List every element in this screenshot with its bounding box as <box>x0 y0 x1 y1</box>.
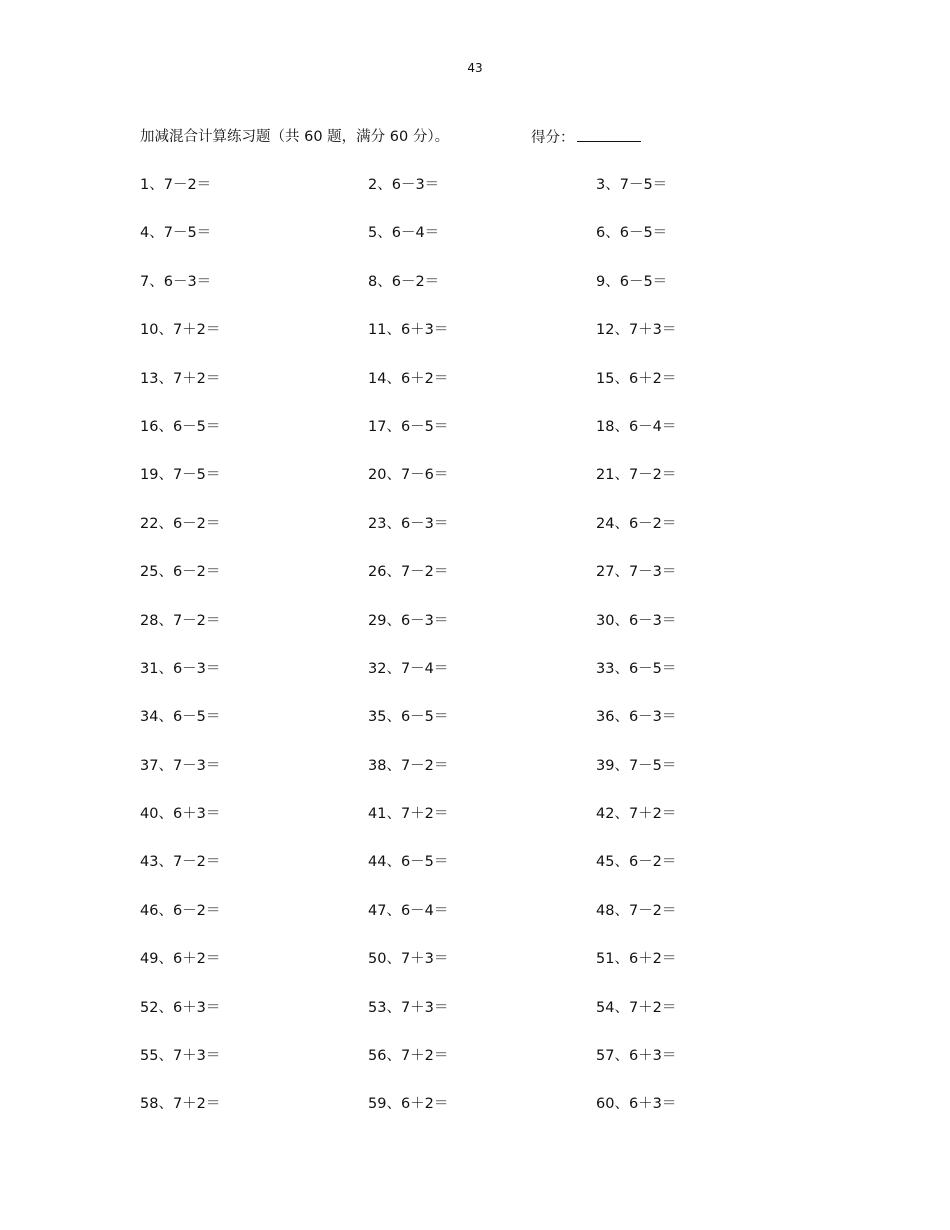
problem-item: 45、6－2＝ <box>596 854 677 871</box>
problem-item: 17、6－5＝ <box>368 418 449 435</box>
problem-item: 10、7＋2＝ <box>140 322 221 339</box>
problem-item: 39、7－5＝ <box>596 757 677 774</box>
problem-row <box>140 271 830 319</box>
problem-item: 8、6－2＝ <box>368 273 440 290</box>
problem-row <box>140 900 830 948</box>
problem-row <box>140 610 830 658</box>
problem-item: 32、7－4＝ <box>368 660 449 677</box>
problem-item: 42、7＋2＝ <box>596 806 677 823</box>
problem-item: 14、6＋2＝ <box>368 370 449 387</box>
problem-item: 33、6－5＝ <box>596 660 677 677</box>
problem-row <box>140 755 830 803</box>
problem-item: 7、6－3＝ <box>140 273 212 290</box>
problem-item: 5、6－4＝ <box>368 225 440 242</box>
problem-item: 9、6－5＝ <box>596 273 668 290</box>
problem-item: 26、7－2＝ <box>368 564 449 581</box>
score-label: 得分： <box>531 130 575 146</box>
problem-item: 12、7＋3＝ <box>596 322 677 339</box>
problem-item: 41、7＋2＝ <box>368 806 449 823</box>
problem-row <box>140 1093 830 1141</box>
problem-item: 48、7－2＝ <box>596 902 677 919</box>
problem-item: 13、7＋2＝ <box>140 370 221 387</box>
problem-item: 47、6－4＝ <box>368 902 449 919</box>
problem-row <box>140 464 830 512</box>
problem-item: 28、7－2＝ <box>140 612 221 629</box>
problem-row <box>140 997 830 1045</box>
problem-row <box>140 1045 830 1093</box>
problem-row <box>140 706 830 754</box>
problem-item: 2、6－3＝ <box>368 177 440 193</box>
problem-item: 53、7＋3＝ <box>368 999 449 1016</box>
problem-item: 37、7－3＝ <box>140 757 221 774</box>
problem-item: 6、6－5＝ <box>596 225 668 242</box>
problem-item: 23、6－3＝ <box>368 515 449 532</box>
problem-item: 20、7－6＝ <box>368 467 449 484</box>
problem-item: 55、7＋3＝ <box>140 1048 221 1065</box>
problem-item: 51、6＋2＝ <box>596 951 677 968</box>
page-number: 43 <box>467 61 483 75</box>
problem-item: 27、7－3＝ <box>596 564 677 581</box>
problem-item: 1、7－2＝ <box>140 177 212 193</box>
problem-item: 21、7－2＝ <box>596 467 677 484</box>
problem-item: 24、6－2＝ <box>596 515 677 532</box>
problem-item: 18、6－4＝ <box>596 418 677 435</box>
problem-item: 16、6－5＝ <box>140 418 221 435</box>
problem-item: 11、6＋3＝ <box>368 322 449 339</box>
problem-row <box>140 561 830 609</box>
problem-item: 50、7＋3＝ <box>368 951 449 968</box>
problem-item: 36、6－3＝ <box>596 709 677 726</box>
score-blank-line[interactable] <box>577 126 641 142</box>
problem-item: 19、7－5＝ <box>140 467 221 484</box>
problem-row <box>140 513 830 561</box>
problem-item: 46、6－2＝ <box>140 902 221 919</box>
problem-item: 34、6－5＝ <box>140 709 221 726</box>
problem-row <box>140 851 830 899</box>
score-field <box>531 126 641 149</box>
problem-item: 58、7＋2＝ <box>140 1096 221 1113</box>
problem-item: 3、7－5＝ <box>596 177 668 193</box>
worksheet-header <box>140 126 840 148</box>
problem-row <box>140 948 830 996</box>
problem-row <box>140 174 830 222</box>
problem-item: 31、6－3＝ <box>140 660 221 677</box>
worksheet-title: 加减混合计算练习题（共 60 题，满分 60 分）。 <box>140 129 450 145</box>
problem-row <box>140 416 830 464</box>
problem-grid <box>140 174 830 1142</box>
problem-row <box>140 658 830 706</box>
problem-item: 59、6＋2＝ <box>368 1096 449 1113</box>
problem-row <box>140 319 830 367</box>
problem-item: 44、6－5＝ <box>368 854 449 871</box>
problem-row <box>140 803 830 851</box>
problem-item: 30、6－3＝ <box>596 612 677 629</box>
problem-item: 25、6－2＝ <box>140 564 221 581</box>
problem-item: 56、7＋2＝ <box>368 1048 449 1065</box>
problem-item: 40、6＋3＝ <box>140 806 221 823</box>
problem-item: 15、6＋2＝ <box>596 370 677 387</box>
problem-item: 22、6－2＝ <box>140 515 221 532</box>
problem-row <box>140 368 830 416</box>
problem-item: 49、6＋2＝ <box>140 951 221 968</box>
problem-row <box>140 222 830 270</box>
problem-item: 57、6＋3＝ <box>596 1048 677 1065</box>
problem-item: 54、7＋2＝ <box>596 999 677 1016</box>
problem-item: 52、6＋3＝ <box>140 999 221 1016</box>
problem-item: 60、6＋3＝ <box>596 1096 677 1113</box>
problem-item: 35、6－5＝ <box>368 709 449 726</box>
problem-item: 29、6－3＝ <box>368 612 449 629</box>
problem-item: 43、7－2＝ <box>140 854 221 871</box>
problem-item: 4、7－5＝ <box>140 225 212 242</box>
problem-item: 38、7－2＝ <box>368 757 449 774</box>
